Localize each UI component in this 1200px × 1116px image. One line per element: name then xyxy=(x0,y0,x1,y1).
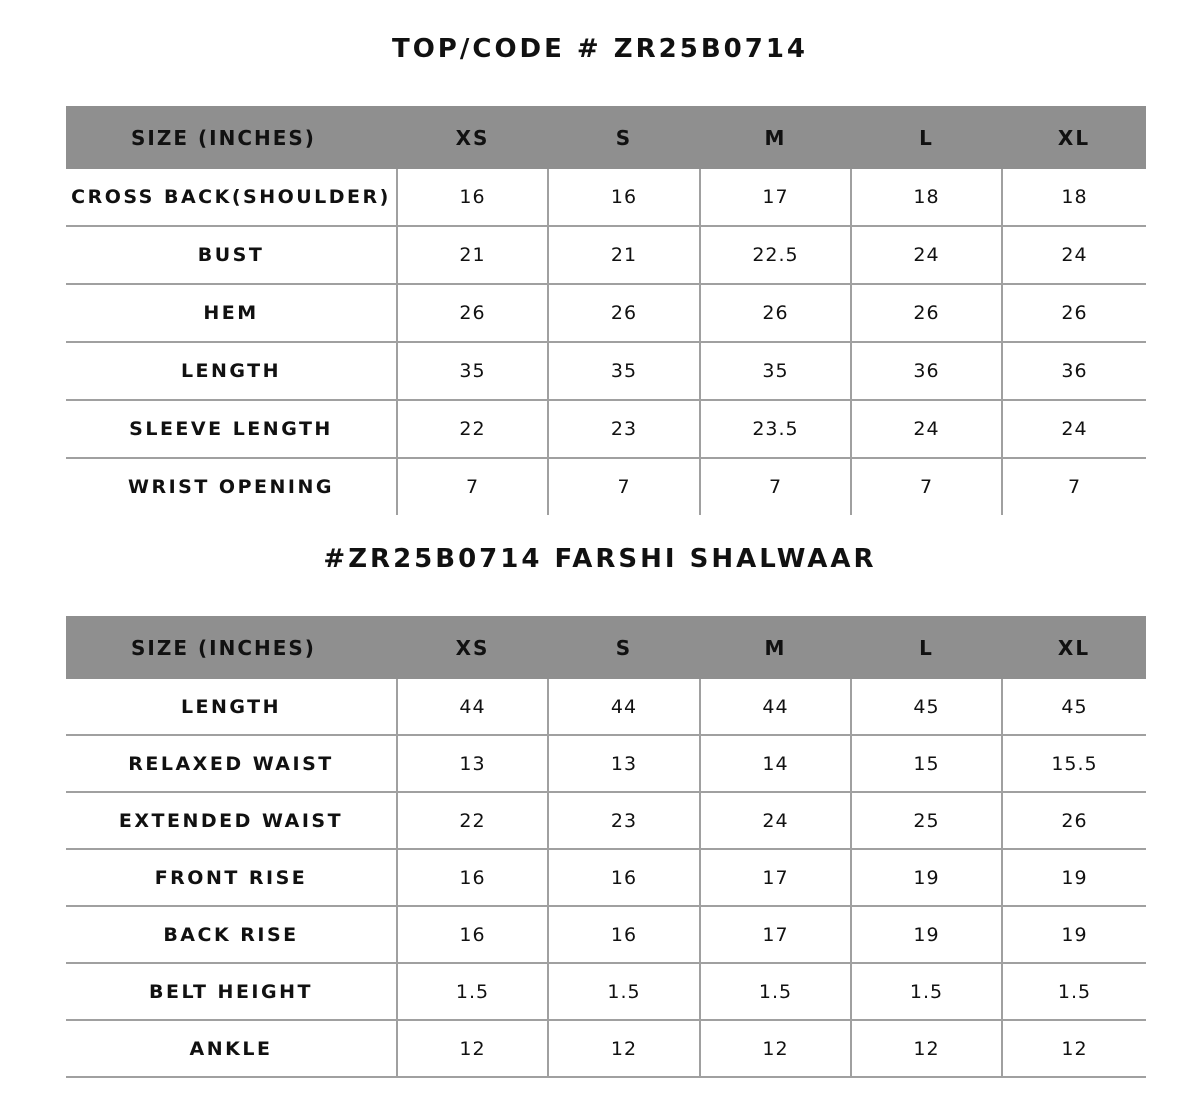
cell-s: 44 xyxy=(548,679,700,735)
cell-l: 36 xyxy=(851,342,1002,400)
cell-s: 26 xyxy=(548,284,700,342)
cell-xl: 18 xyxy=(1002,169,1146,226)
cell-l: 24 xyxy=(851,226,1002,284)
header-s: S xyxy=(548,106,700,169)
row-label: SLEEVE LENGTH xyxy=(66,400,397,458)
cell-s: 23 xyxy=(548,792,700,849)
table-row xyxy=(66,679,1146,735)
cell-m: 35 xyxy=(700,342,851,400)
cell-m: 12 xyxy=(700,1020,851,1077)
row-label: WRIST OPENING xyxy=(66,458,397,515)
cell-xs: 1.5 xyxy=(397,963,548,1020)
cell-l: 15 xyxy=(851,735,1002,792)
cell-l: 25 xyxy=(851,792,1002,849)
header-s: S xyxy=(548,616,700,679)
cell-xl: 12 xyxy=(1002,1020,1146,1077)
header-l: L xyxy=(851,616,1002,679)
cell-xl: 7 xyxy=(1067,476,1082,498)
table-row xyxy=(66,735,1146,792)
cell-m: 24 xyxy=(700,792,851,849)
cell-xl: 26 xyxy=(1002,284,1146,342)
cell-m: 17 xyxy=(700,849,851,906)
header-l: L xyxy=(851,106,1002,169)
table-row xyxy=(66,849,1146,906)
row-label: BUST xyxy=(66,226,397,284)
header-size-inches: SIZE (INCHES) xyxy=(66,616,397,679)
cell-xs: 12 xyxy=(397,1020,548,1077)
cell-xl: 45 xyxy=(1002,679,1146,735)
cell-s: 12 xyxy=(548,1020,700,1077)
table-row xyxy=(66,226,1146,284)
bottom-section-title: #ZR25B0714 FARSHI SHALWAAR xyxy=(323,544,877,574)
table-row xyxy=(66,284,1146,342)
row-label: LENGTH xyxy=(66,679,397,735)
cell-m: 7 xyxy=(700,458,851,515)
cell-s: 7 xyxy=(548,458,700,515)
cell-xs: 35 xyxy=(397,342,548,400)
cell-xs: 16 xyxy=(397,169,548,226)
cell-xs: 16 xyxy=(397,906,548,963)
cell-xl: 1.5 xyxy=(1002,963,1146,1020)
cell-s: 16 xyxy=(548,906,700,963)
bottom-size-table xyxy=(66,616,1146,1078)
cell-s: 16 xyxy=(548,849,700,906)
cell-s: 21 xyxy=(548,226,700,284)
row-label: ANKLE xyxy=(66,1020,397,1077)
cell-xl: 36 xyxy=(1002,342,1146,400)
header-xs: XS xyxy=(397,106,548,169)
cell-l: 19 xyxy=(851,849,1002,906)
cell-l: 26 xyxy=(851,284,1002,342)
header-xs: XS xyxy=(397,616,548,679)
row-label: CROSS BACK(SHOULDER) xyxy=(66,169,397,226)
row-label: LENGTH xyxy=(66,342,397,400)
header-m: M xyxy=(700,106,851,169)
cell-xl: 19 xyxy=(1002,906,1146,963)
cell-m: 23.5 xyxy=(700,400,851,458)
cell-xs: 44 xyxy=(397,679,548,735)
table-row xyxy=(66,792,1146,849)
cell-xl: 19 xyxy=(1002,849,1146,906)
cell-xs: 7 xyxy=(397,458,548,515)
cell-xs: 16 xyxy=(397,849,548,906)
cell-m: 17 xyxy=(700,906,851,963)
header-size-inches: SIZE (INCHES) xyxy=(66,106,397,169)
table-row xyxy=(66,1020,1146,1077)
table-row xyxy=(66,458,1146,515)
table-row xyxy=(66,169,1146,226)
table-row xyxy=(66,906,1146,963)
cell-m: 17 xyxy=(700,169,851,226)
top-section-title: TOP/CODE # ZR25B0714 xyxy=(391,34,809,64)
row-label: EXTENDED WAIST xyxy=(66,792,397,849)
cell-s: 13 xyxy=(548,735,700,792)
row-label: BELT HEIGHT xyxy=(66,963,397,1020)
row-label: HEM xyxy=(66,284,397,342)
cell-l: 45 xyxy=(851,679,1002,735)
row-label: RELAXED WAIST xyxy=(66,735,397,792)
cell-xl: 15.5 xyxy=(1002,735,1146,792)
cell-l: 18 xyxy=(851,169,1002,226)
cell-xl: 24 xyxy=(1002,226,1146,284)
cell-s: 35 xyxy=(548,342,700,400)
cell-l: 1.5 xyxy=(851,963,1002,1020)
table-row xyxy=(66,963,1146,1020)
cell-s: 16 xyxy=(548,169,700,226)
cell-m: 26 xyxy=(700,284,851,342)
cell-m: 44 xyxy=(700,679,851,735)
header-m: M xyxy=(700,616,851,679)
header-xl: XL xyxy=(1002,106,1146,169)
cell-xs: 13 xyxy=(397,735,548,792)
cell-xl: 26 xyxy=(1002,792,1146,849)
cell-xs: 26 xyxy=(397,284,548,342)
cell-l: 12 xyxy=(851,1020,1002,1077)
top-size-table xyxy=(66,106,1146,515)
cell-l: 7 xyxy=(851,458,1002,515)
table-header-row xyxy=(66,106,1146,169)
row-label: BACK RISE xyxy=(66,906,397,963)
table-header-row xyxy=(66,616,1146,679)
cell-m: 22.5 xyxy=(700,226,851,284)
header-xl: XL xyxy=(1002,616,1146,679)
cell-xs: 21 xyxy=(397,226,548,284)
table-row xyxy=(66,342,1146,400)
cell-m: 14 xyxy=(700,735,851,792)
cell-s: 23 xyxy=(548,400,700,458)
cell-l: 19 xyxy=(851,906,1002,963)
cell-xl: 24 xyxy=(1002,400,1146,458)
cell-s: 1.5 xyxy=(548,963,700,1020)
table-row xyxy=(66,400,1146,458)
cell-xs: 22 xyxy=(397,400,548,458)
cell-l: 24 xyxy=(851,400,1002,458)
cell-m: 1.5 xyxy=(700,963,851,1020)
cell-xs: 22 xyxy=(397,792,548,849)
row-label: FRONT RISE xyxy=(66,849,397,906)
